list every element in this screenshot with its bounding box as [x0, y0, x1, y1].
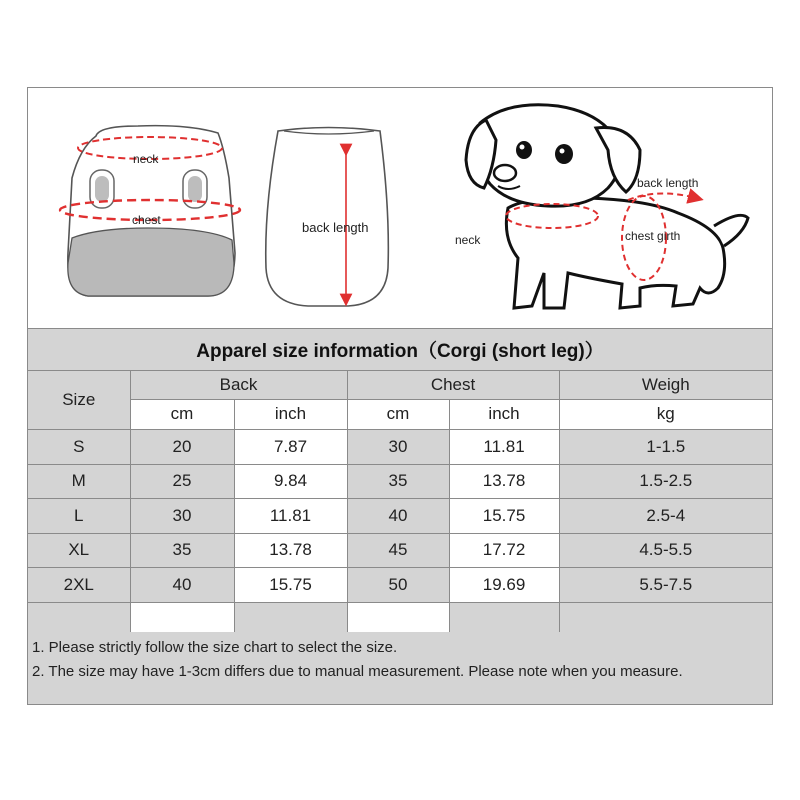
chest-cm-cell: 50 — [347, 567, 449, 602]
back-inch-cell: 15.75 — [234, 567, 347, 602]
back-cm-cell: 35 — [130, 533, 234, 567]
size-chart-panel — [27, 87, 773, 705]
chest-label: chest — [132, 213, 161, 227]
empty-cell — [28, 602, 130, 632]
neck-label: neck — [133, 152, 159, 166]
weight-cell: 4.5-5.5 — [559, 533, 772, 567]
back-inch-cell: 13.78 — [234, 533, 347, 567]
notes-section — [28, 632, 772, 704]
back-inch-cell: 11.81 — [234, 498, 347, 533]
chest-cm-cell: 45 — [347, 533, 449, 567]
weigh-unit-header: kg — [559, 399, 772, 429]
table-row — [28, 429, 772, 464]
chest-cm-cell: 40 — [347, 498, 449, 533]
table-row — [28, 498, 772, 533]
back-cm-cell: 30 — [130, 498, 234, 533]
garment-front-diagram — [60, 126, 240, 296]
dog-chest-girth-label: chest girth — [625, 229, 681, 243]
size-cell: L — [28, 498, 130, 533]
weight-cell: 5.5-7.5 — [559, 567, 772, 602]
dog-diagram — [466, 105, 748, 308]
chest-inch-cell: 13.78 — [449, 464, 559, 498]
chest-inch-header: inch — [449, 399, 559, 429]
table-title: Apparel size information（Corgi (short leg)） — [28, 329, 772, 371]
size-cell: 2XL — [28, 567, 130, 602]
back-inch-header: inch — [234, 399, 347, 429]
empty-cell — [347, 602, 449, 632]
header-row — [28, 371, 772, 399]
size-cell: XL — [28, 533, 130, 567]
weight-cell: 1-1.5 — [559, 429, 772, 464]
empty-row — [28, 602, 772, 632]
empty-cell — [449, 602, 559, 632]
back-cm-header: cm — [130, 399, 234, 429]
chest-inch-cell: 17.72 — [449, 533, 559, 567]
chest-cm-cell: 30 — [347, 429, 449, 464]
chest-inch-cell: 11.81 — [449, 429, 559, 464]
empty-cell — [130, 602, 234, 632]
empty-cell — [234, 602, 347, 632]
chest-cm-cell: 35 — [347, 464, 449, 498]
garment-back-diagram — [266, 128, 389, 307]
table-row — [28, 567, 772, 602]
note-2: 2. The size may have 1-3cm differs due to manual measurement. Please note when you measure. — [32, 663, 683, 680]
table-row — [28, 464, 772, 498]
weight-cell: 1.5-2.5 — [559, 464, 772, 498]
back-inch-cell: 7.87 — [234, 429, 347, 464]
chest-inch-cell: 15.75 — [449, 498, 559, 533]
size-header: Size — [28, 371, 130, 429]
chest-header: Chest — [347, 371, 559, 399]
weight-cell: 2.5-4 — [559, 498, 772, 533]
size-cell: M — [28, 464, 130, 498]
back-inch-cell: 9.84 — [234, 464, 347, 498]
back-length-label: back length — [302, 220, 369, 235]
dog-back-length-label: back length — [637, 176, 699, 190]
measurement-illustration — [28, 88, 772, 329]
back-header: Back — [130, 371, 347, 399]
chest-cm-header: cm — [347, 399, 449, 429]
back-cm-cell: 40 — [130, 567, 234, 602]
dog-neck-label: neck — [455, 233, 481, 247]
unit-row — [28, 399, 772, 429]
back-cm-cell: 25 — [130, 464, 234, 498]
empty-cell — [559, 602, 772, 632]
size-table — [28, 371, 772, 633]
table-row — [28, 533, 772, 567]
note-1: 1. Please strictly follow the size chart to select the size. — [32, 639, 398, 656]
back-cm-cell: 20 — [130, 429, 234, 464]
size-cell: S — [28, 429, 130, 464]
weigh-header: Weigh — [559, 371, 772, 399]
chest-inch-cell: 19.69 — [449, 567, 559, 602]
